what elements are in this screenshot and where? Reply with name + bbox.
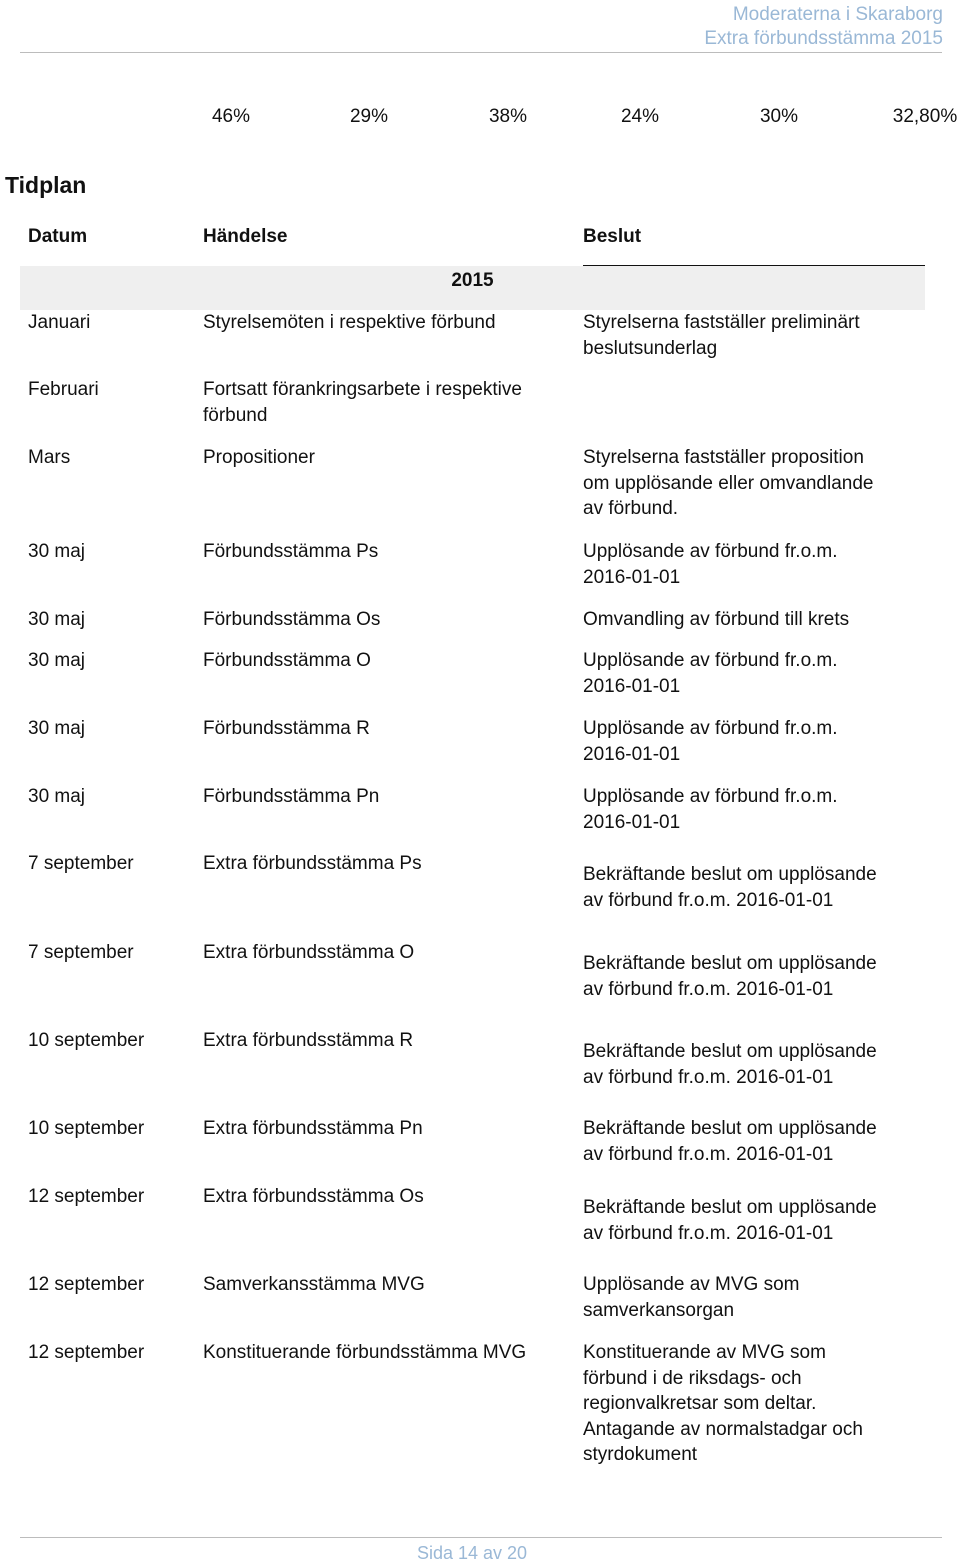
row-event	[203, 784, 379, 810]
row-event	[203, 310, 496, 336]
decision-line: Upplösande av MVG som	[583, 1274, 800, 1295]
row-date: 30 maj	[28, 650, 86, 671]
event-line: Extra förbundsstämma Os	[203, 1186, 424, 1207]
row-event	[203, 1340, 526, 1366]
decision-line: 2016-01-01	[583, 566, 681, 588]
event-line: Extra förbundsstämma Pn	[203, 1118, 423, 1139]
decision-line: av förbund fr.o.m. 2016-01-01	[583, 1143, 834, 1165]
decision-line: förbund i de riksdags- och	[583, 1367, 802, 1389]
document-org-header: Moderaterna i Skaraborg	[732, 4, 943, 25]
event-line: Propositioner	[203, 447, 315, 468]
percentage-value: 38%	[488, 106, 528, 127]
percentage-value: 30%	[759, 106, 799, 127]
decision-line: samverkansorgan	[583, 1299, 735, 1321]
year-label: 2015	[451, 270, 494, 291]
row-date: Februari	[28, 379, 99, 400]
section-title: Tidplan	[5, 172, 87, 198]
row-event	[203, 716, 370, 742]
decision-line: 2016-01-01	[583, 675, 681, 697]
row-decision	[583, 539, 838, 590]
percentage-value: 32,80%	[892, 106, 958, 127]
column-header-date: Datum	[28, 226, 88, 247]
percentage-value: 29%	[349, 106, 389, 127]
row-decision	[583, 1272, 800, 1323]
event-line: Förbundsstämma Os	[203, 609, 381, 630]
column-header-event: Händelse	[203, 226, 288, 247]
decision-line: Bekräftande beslut om upplösande	[583, 1118, 877, 1139]
row-decision	[583, 607, 849, 633]
row-event	[203, 940, 414, 966]
row-decision	[583, 1195, 877, 1246]
event-line: Förbundsstämma O	[203, 650, 371, 671]
decision-line: Styrelserna fastställer proposition	[583, 447, 864, 468]
decision-line: Konstituerande av MVG som	[583, 1342, 826, 1363]
decision-line: 2016-01-01	[583, 743, 681, 765]
event-line: Förbundsstämma R	[203, 718, 370, 739]
decision-line: Omvandling av förbund till krets	[583, 609, 850, 630]
event-line: Förbundsstämma Pn	[203, 786, 380, 807]
decision-line: av förbund fr.o.m. 2016-01-01	[583, 978, 834, 1000]
decision-line: Bekräftande beslut om upplösande	[583, 1041, 877, 1062]
row-date: 10 september	[28, 1118, 145, 1139]
row-date: 30 maj	[28, 718, 86, 739]
decision-line: regionvalkretsar som deltar.	[583, 1393, 817, 1414]
row-decision	[583, 310, 860, 361]
event-line: Samverkansstämma MVG	[203, 1274, 425, 1295]
row-date: 7 september	[28, 942, 134, 963]
decision-line: Antagande av normalstadgar och	[583, 1418, 863, 1440]
decision-line: styrdokument	[583, 1444, 698, 1465]
decision-line: av förbund fr.o.m. 2016-01-01	[583, 1222, 834, 1244]
header-divider	[20, 52, 942, 53]
row-event	[203, 607, 380, 633]
column-header-decision: Beslut	[583, 226, 642, 247]
decision-line: Upplösande av förbund fr.o.m.	[583, 786, 838, 807]
document-title-header: Extra förbundsstämma 2015	[704, 28, 943, 49]
row-decision	[583, 784, 838, 835]
event-line: Extra förbundsstämma O	[203, 942, 415, 963]
row-decision	[583, 951, 877, 1002]
row-date: 10 september	[28, 1030, 145, 1051]
event-line: Extra förbundsstämma Ps	[203, 853, 422, 874]
decision-line: Styrelserna fastställer preliminärt	[583, 312, 860, 333]
event-line: Förbundsstämma Ps	[203, 541, 379, 562]
row-date: 30 maj	[28, 609, 86, 630]
row-date: Januari	[28, 312, 91, 333]
decision-line: av förbund fr.o.m. 2016-01-01	[583, 889, 834, 911]
decision-line: om upplösande eller omvandlande	[583, 472, 874, 494]
decision-line: av förbund fr.o.m. 2016-01-01	[583, 1066, 834, 1088]
event-line: Konstituerande förbundsstämma MVG	[203, 1342, 527, 1363]
decision-line: Bekräftande beslut om upplösande	[583, 864, 877, 885]
footer-divider	[20, 1537, 942, 1538]
page-number: Sida 14 av 20	[416, 1543, 528, 1563]
decision-line: Upplösande av förbund fr.o.m.	[583, 718, 838, 739]
row-decision	[583, 862, 877, 913]
decision-line: 2016-01-01	[583, 811, 681, 833]
row-event	[203, 1184, 424, 1210]
decision-line: beslutsunderlag	[583, 337, 718, 359]
percentage-value: 24%	[620, 106, 660, 127]
row-decision	[583, 1116, 877, 1167]
row-decision	[583, 716, 838, 767]
decision-line: Bekräftande beslut om upplösande	[583, 953, 877, 974]
row-decision	[583, 1039, 877, 1090]
row-decision	[583, 648, 838, 699]
row-date: 30 maj	[28, 541, 86, 562]
row-date: 12 september	[28, 1342, 145, 1363]
row-event	[203, 445, 315, 471]
row-date: 30 maj	[28, 786, 86, 807]
event-line: Fortsatt förankringsarbete i respektive	[203, 379, 522, 400]
decision-line: Upplösande av förbund fr.o.m.	[583, 650, 838, 671]
event-line: förbund	[203, 404, 268, 426]
row-decision	[583, 445, 873, 522]
row-event	[203, 539, 378, 565]
event-line: Extra förbundsstämma R	[203, 1030, 414, 1051]
row-decision	[583, 1340, 863, 1468]
decision-line: Bekräftande beslut om upplösande	[583, 1197, 877, 1218]
percentage-value: 46%	[211, 106, 251, 127]
row-event	[203, 851, 422, 877]
decision-line: Upplösande av förbund fr.o.m.	[583, 541, 838, 562]
row-event	[203, 648, 371, 674]
event-line: Styrelsemöten i respektive förbund	[203, 312, 496, 333]
row-date: 7 september	[28, 853, 134, 874]
row-event	[203, 377, 522, 428]
row-event	[203, 1116, 423, 1142]
row-date: 12 september	[28, 1274, 145, 1295]
row-event	[203, 1028, 413, 1054]
row-event	[203, 1272, 425, 1298]
row-date: 12 september	[28, 1186, 145, 1207]
decision-line: av förbund.	[583, 498, 679, 519]
row-date: Mars	[28, 447, 71, 468]
